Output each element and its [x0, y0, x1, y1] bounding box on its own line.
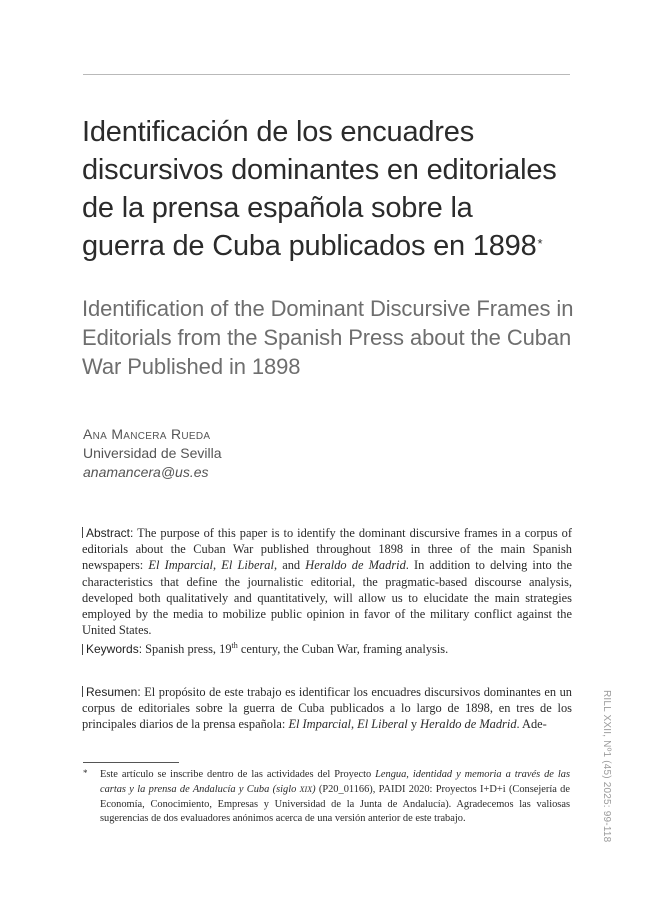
footnote-rule: [83, 762, 179, 763]
keywords-text-a: Spanish press, 19: [142, 642, 232, 657]
abstract-text-a: The purpose of this paper is to identify the dominant discursive frames in a corpus of editorials about the Cuban War published throughout 1898 in three of the main Spanish newspapers:: [82, 526, 572, 573]
resumen-section: [82, 684, 572, 733]
resumen-newspaper-2: El Liberal: [357, 717, 408, 732]
footnote: [83, 768, 570, 827]
resumen-text-b: . Ade-: [516, 717, 547, 732]
abstract-newspaper-2: El Liberal: [221, 558, 274, 573]
author-block: [83, 425, 222, 482]
resumen-newspaper-1: El Imparcial: [288, 717, 351, 732]
resumen-newspaper-3: Heraldo de Madrid: [420, 717, 517, 732]
keywords-bar: [82, 644, 83, 655]
author-affiliation: Universidad de Sevilla: [83, 445, 222, 461]
footnote-project: Lengua, identidad y memoria a través de las cartas y la prensa de Andalucía y Cuba (siglo: [100, 769, 570, 796]
resumen-paragraph: [82, 684, 572, 733]
resumen-label: Resumen:: [86, 685, 141, 699]
footnote-marker: *: [83, 768, 88, 778]
resumen-text-a: El propósito de este trabajo es identificar los encuadres discursivos dominantes en un corpus de editoriales sobre la guerra de Cuba publicados a lo largo de 1898, en tres de los principales diarios de la prensa española:: [82, 685, 572, 732]
abstract-newspaper-3: Heraldo de Madrid: [305, 558, 406, 573]
keywords-superscript: th: [231, 641, 238, 651]
journal-side-note: RILL XXII, Nº1 (45) 2025: 99-118: [601, 690, 612, 843]
title-es-line-3: de la prensa española sobre la: [82, 192, 473, 224]
keywords-paragraph: [82, 638, 572, 657]
title-es-line-1: Identificación de los encuadres: [82, 116, 474, 148]
abstract-sep-2: , and: [273, 558, 306, 573]
author-name: Ana Mancera Rueda: [83, 426, 211, 442]
footnote-text-a: Este artículo se inscribe dentro de las actividades del Proyecto: [100, 769, 376, 780]
footnote-text: [100, 768, 570, 827]
footnote-text-b: (P20_01166), PAIDI 2020: Proyectos I+D+i (Consejería de Economía, Conocimiento, Empresas y Universidad de la Junta de Andalucía). Agradecemos las valiosas sugerencias de dos evaluadores anónimos acerca de una versión anterior de este trabajo.: [100, 784, 570, 825]
keywords-label: Keywords:: [86, 642, 143, 657]
resumen-sep-1: ,: [350, 717, 358, 732]
author-email[interactable]: anamancera@us.es: [83, 464, 209, 480]
abstract-newspaper-1: El Imparcial: [148, 558, 214, 573]
keywords-text-b: century, the Cuban War, framing analysis.: [237, 642, 449, 657]
footnote-century: xix: [299, 783, 313, 796]
resumen-bar: [82, 686, 83, 697]
title-footnote-marker[interactable]: *: [537, 236, 543, 251]
resumen-sep-2: y: [407, 717, 421, 732]
title-es-line-4: guerra de Cuba publicados en 1898: [82, 230, 537, 262]
title-english: [82, 294, 582, 381]
top-rule: [83, 74, 570, 75]
title-es-line-2: discursivos dominantes en editoriales: [82, 154, 557, 186]
title-en-line-1: Identification of the Dominant Discursive Frames in: [82, 296, 574, 321]
abstract-text-b: . In addition to delving into the characteristics that define the journalistic editorial, the pragmatic-based discourse analysis, developed both qualitatively and quantitatively, will allow us to elucidate the main strategies employed by the media to mobilize public opinion in favor of the military conflict against the United States.: [82, 558, 573, 638]
title-en-line-2: Editorials from the Spanish Press about the Cuban: [82, 325, 572, 350]
footnote-project-end: ): [312, 784, 316, 796]
abstract-section: [82, 525, 572, 658]
abstract-label: Abstract:: [86, 526, 134, 540]
title-spanish: [82, 113, 582, 265]
abstract-paragraph: [82, 525, 572, 638]
abstract-bar: [82, 527, 83, 538]
abstract-sep-1: ,: [213, 558, 222, 573]
title-en-line-3: War Published in 1898: [82, 354, 301, 379]
